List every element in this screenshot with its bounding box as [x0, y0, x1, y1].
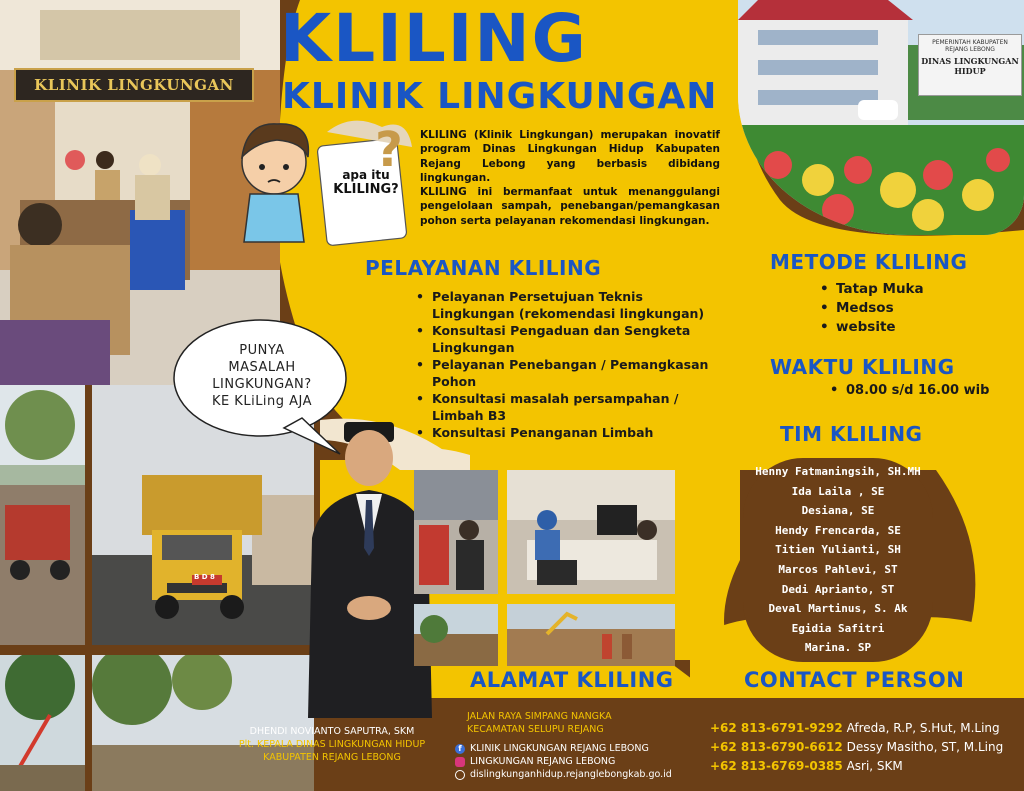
facebook-link[interactable]	[455, 742, 705, 755]
office-sign-line2: REJANG LEBONG	[945, 46, 995, 53]
tree-cut-illustration-2	[92, 655, 314, 791]
pelayanan-item: • Konsultasi Pengaduan dan Sengketa Lingkungan	[414, 322, 714, 356]
intro-p2-rest: ini bermanfaat untuk menanggulangi pengelolaan sampah, penebangan/pemangkasan pohon serta pelayanan rekomendasi lingkungan.	[420, 186, 720, 227]
intro-text	[420, 128, 720, 228]
pelayanan-item: • Konsultasi masalah persampahan / Limbah B3	[414, 390, 714, 424]
metode-item: • website	[818, 318, 924, 337]
photo-consultation-desk	[507, 470, 675, 594]
intro-p2-bold: KLILING	[420, 186, 467, 199]
website-label: dislingkunganhidup.rejanglebongkab.go.id	[470, 769, 672, 780]
photo-trash-truck-side	[0, 385, 85, 645]
waktu-heading: WAKTU KLILING	[770, 355, 955, 379]
globe-icon	[455, 770, 465, 780]
contact-name: Asri, SKM	[846, 759, 903, 773]
photo-tree-cutting-1	[0, 655, 85, 791]
website-link[interactable]	[455, 768, 705, 781]
tim-member: Marina. SP	[804, 641, 872, 655]
contact-entry	[710, 719, 1003, 738]
tree-cut-illustration-1	[0, 655, 85, 791]
pelayanan-heading: PELAYANAN KLILING	[365, 256, 602, 280]
question-line2: KLILING?	[333, 182, 399, 197]
question-card	[326, 168, 406, 197]
pelayanan-item: • Konsultasi Penanganan Limbah	[414, 424, 714, 441]
office-sign	[918, 34, 1022, 96]
speech-line4: KE KLiLing AJA	[211, 394, 313, 409]
tim-members	[743, 462, 933, 658]
pelayanan-list	[414, 288, 714, 441]
title-sub: KLINIK LINGKUNGAN	[282, 76, 718, 117]
contact-list	[710, 719, 1003, 776]
field-site-illustration	[414, 604, 498, 666]
photo-field-site	[414, 604, 498, 666]
tim-member: Dedi Aprianto, ST	[781, 582, 895, 596]
facebook-label: KLINIK LINGKUNGAN REJANG LEBONG	[470, 743, 649, 754]
photo-tree-cutting-2	[92, 655, 314, 791]
office-visit-illustration	[414, 470, 498, 594]
tim-heading: TIM KLILING	[780, 422, 923, 446]
question-mark-icon: ?	[375, 122, 403, 178]
metode-item: • Medsos	[818, 299, 924, 318]
contact-name: Afreda, R.P, S.Hut, M.Ling	[846, 721, 1000, 735]
alamat-line2: KECAMATAN SELUPU REJANG	[467, 724, 604, 735]
tim-member: Desiana, SE	[801, 504, 875, 518]
tim-member: Titien Yulianti, SH	[775, 543, 901, 557]
waktu-list	[828, 382, 989, 399]
waktu-value: • 08.00 s/d 16.00 wib	[828, 382, 989, 399]
photo-excavation-site	[507, 604, 675, 666]
metode-list	[818, 280, 924, 337]
intro-p1-rest: merupakan inovatif program Dinas Lingkungan Hidup Kabupaten Rejang Lebong yang berbasis dibidang lingkungan.	[420, 129, 720, 184]
contact-entry	[710, 738, 1003, 757]
alamat-heading: ALAMAT KLILING	[470, 668, 674, 692]
official-name: DHENDI NOVIANTO SAPUTRA, SKM	[249, 726, 415, 737]
pelayanan-item: • Pelayanan Penebangan / Pemangkasan Pohon	[414, 356, 714, 390]
tim-member: Egidia Safitri	[791, 621, 885, 635]
alamat-block	[455, 710, 705, 781]
official-caption	[232, 725, 432, 764]
office-sign-line3: DINAS LINGKUNGAN HIDUP	[921, 56, 1019, 76]
alamat-line1: JALAN RAYA SIMPANG NANGKA	[467, 711, 612, 722]
contact-phone[interactable]: +62 813-6769-0385	[710, 759, 843, 773]
official-title: Plt. KEPALA DINAS LINGKUNGAN HIDUP	[238, 739, 426, 750]
metode-heading: METODE KLILING	[770, 250, 968, 274]
tim-member: Henny Fatmaningsih, SH.MH	[755, 465, 921, 478]
speech-line3: LINGKUNGAN?	[212, 377, 312, 392]
instagram-link[interactable]	[455, 755, 705, 768]
instagram-icon	[455, 757, 465, 767]
facebook-icon: f	[455, 744, 465, 754]
trash-illustration	[0, 385, 85, 645]
metode-item: • Tatap Muka	[818, 280, 924, 299]
contact-entry	[710, 757, 1003, 776]
tim-member: Deval Martinus, S. Ak	[768, 602, 908, 616]
truck-plate: B D 8	[194, 573, 215, 581]
tim-member: Ida Laila , SE	[791, 484, 885, 498]
speech-line2: MASALAH	[228, 360, 296, 375]
title-main: KLILING	[280, 0, 588, 77]
contact-phone[interactable]: +62 813-6791-9292	[710, 721, 843, 735]
contact-phone[interactable]: +62 813-6790-6612	[710, 740, 843, 754]
photo-office-visit	[414, 470, 498, 594]
speech-bubble-text	[182, 342, 342, 410]
speech-line1: PUNYA	[239, 343, 285, 358]
pelayanan-item: • Pelayanan Persetujuan Teknis Lingkungan (rekomendasi lingkungan)	[414, 288, 714, 322]
intro-paragraph-1	[420, 128, 720, 185]
instagram-label: LINGKUNGAN REJANG LEBONG	[470, 756, 616, 767]
office-sign-line1: PEMERINTAH KABUPATEN	[932, 39, 1008, 46]
tim-member: Hendy Frencarda, SE	[775, 523, 901, 537]
excavation-illustration	[507, 604, 675, 666]
tim-member: Marcos Pahlevi, ST	[778, 562, 898, 576]
official-region: KABUPATEN REJANG LEBONG	[263, 752, 401, 763]
clinic-sign-text: KLINIK LINGKUNGAN	[34, 76, 234, 94]
question-line1: apa itu	[342, 168, 390, 182]
contact-name: Dessy Masitho, ST, M.Ling	[846, 740, 1004, 754]
intro-paragraph-2	[420, 185, 720, 228]
contact-heading: CONTACT PERSON	[744, 668, 965, 692]
intro-p1-bold: KLILING (Klinik Lingkungan)	[420, 129, 594, 141]
consultation-illustration	[507, 470, 675, 594]
clinic-sign	[14, 68, 254, 102]
